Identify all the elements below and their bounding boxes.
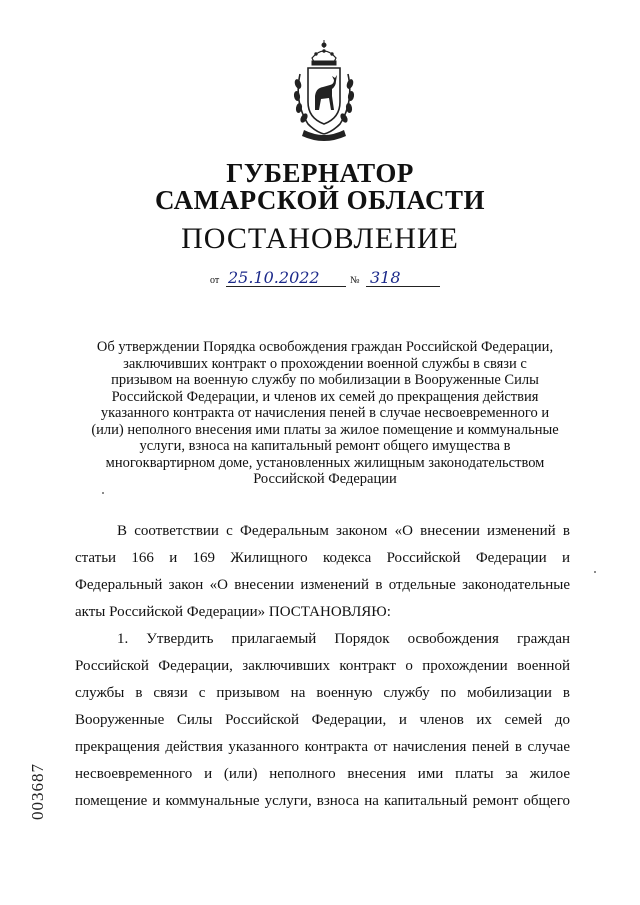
number-prefix: №: [350, 275, 360, 286]
date-prefix: от: [210, 275, 220, 286]
body-line: несвоевременного и (или) неполного внесения ими платы за жилое: [75, 766, 570, 782]
body-line: акты Российской Федерации» ПОСТАНОВЛЯЮ:: [75, 604, 391, 620]
coat-of-arms-icon: [290, 40, 358, 144]
subject-line: заключивших контракт о прохождении военной службы в связи с: [123, 355, 527, 372]
body-line: В соответствии с Федеральным законом «О внесении изменений в: [117, 523, 570, 539]
document-date: 25.10.2022: [226, 268, 346, 287]
body-line: Федеральный закон «О внесении изменений в отдельные законодательные: [75, 577, 570, 593]
body-paragraph-item-1: [75, 626, 570, 815]
document-subject: [80, 339, 570, 488]
document-type: ПОСТАНОВЛЕНИЕ: [181, 222, 459, 255]
subject-line: услуги, взноса на капитальный ремонт общего имущества в: [139, 438, 511, 454]
document-number: 318: [366, 268, 440, 287]
subject-line: многоквартирном доме, установленных жилищным законодательством: [105, 454, 545, 471]
authority-region: САМАРСКОЙ ОБЛАСТИ: [154, 185, 486, 215]
body-line: прекращения действия указанного контракта от начисления пеней в случае: [75, 739, 570, 755]
body-line: статьи 166 и 169 Жилищного кодекса Российской Федерации и: [75, 550, 570, 566]
scan-speck: [594, 571, 596, 573]
subject-line: (или) неполного внесения ими платы за жилое помещение и коммунальные: [91, 421, 559, 438]
body-line: помещение и коммунальные услуги, взноса на капитальный ремонт общего: [75, 793, 570, 809]
body-paragraph-preamble: [75, 518, 570, 626]
subject-line: призывом на военную службу по мобилизации в Вооруженные Силы: [111, 372, 539, 388]
scan-speck: [102, 492, 104, 494]
authority-title: ГУБЕРНАТОР: [226, 158, 414, 188]
body-line: службы в связи с призывом на военную службу по мобилизации в: [75, 685, 570, 701]
subject-line: Об утверждении Порядка освобождения граждан Российской Федерации,: [96, 339, 554, 355]
registration-number: 003687: [28, 763, 47, 820]
subject-line: указанного контракта от начисления пеней в случае несвоевременного и: [100, 405, 550, 421]
document-meta: [210, 268, 450, 290]
subject-line: Российской Федерации: [253, 471, 397, 487]
body-line: Российской Федерации, заключивших контракт о прохождении военной: [75, 658, 570, 674]
body-line: Вооруженные Силы Российской Федерации, и членов их семей до: [75, 712, 570, 728]
body-line: 1. Утвердить прилагаемый Порядок освобождения граждан: [117, 631, 570, 647]
subject-line: Российской Федерации, и членов их семей до прекращения действия: [111, 388, 539, 405]
